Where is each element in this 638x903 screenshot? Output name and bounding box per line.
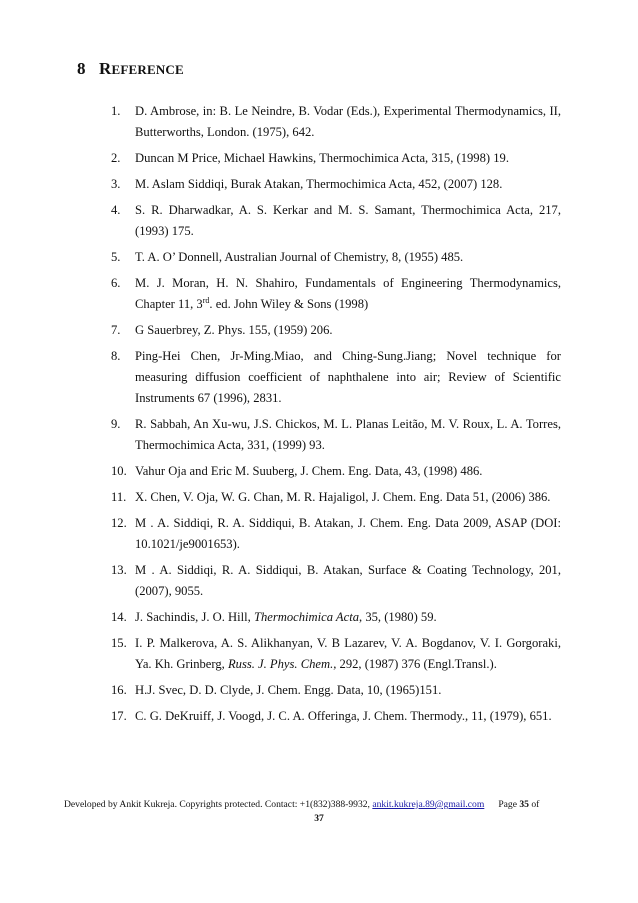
reference-number: 2.	[111, 151, 121, 165]
reference-text: M . A. Siddiqi, R. A. Siddiqui, B. Atakan, Surface & Coating Technology, 201, (2007), 9055.	[135, 563, 561, 598]
reference-number: 9.	[111, 417, 121, 431]
reference-item	[111, 148, 561, 169]
reference-number: 5.	[111, 250, 121, 264]
reference-item	[111, 320, 561, 341]
footer-page-current: 35	[519, 799, 529, 810]
reference-text: Ping-Hei Chen, Jr-Ming.Miao, and Ching-Sung.Jiang; Novel technique for measuring diffusion coefficient of naphthalene into air; Review of Scientific Instruments 67 (1996), 2831.	[135, 349, 561, 405]
reference-item	[111, 101, 561, 143]
reference-text: M. Aslam Siddiqi, Burak Atakan, Thermochimica Acta, 452, (2007) 128.	[135, 177, 503, 191]
reference-text: Vahur Oja and Eric M. Suuberg, J. Chem. Eng. Data, 43, (1998) 486.	[135, 464, 483, 478]
reference-number: 1.	[111, 104, 121, 118]
reference-item	[111, 414, 561, 456]
reference-text: M . A. Siddiqi, R. A. Siddiqui, B. Atakan, J. Chem. Eng. Data 2009, ASAP (DOI: 10.1021/je9001653).	[135, 516, 561, 551]
reference-text: H.J. Svec, D. D. Clyde, J. Chem. Engg. Data, 10, (1965)151.	[135, 683, 442, 697]
reference-text: C. G. DeKruiff, J. Voogd, J. C. A. Offeringa, J. Chem. Thermody., 11, (1979), 651.	[135, 709, 552, 723]
reference-list	[111, 101, 561, 732]
reference-text: X. Chen, V. Oja, W. G. Chan, M. R. Hajaligol, J. Chem. Eng. Data 51, (2006) 386.	[135, 490, 551, 504]
reference-number: 16.	[111, 683, 127, 697]
reference-text: D. Ambrose, in: B. Le Neindre, B. Vodar (Eds.), Experimental Thermodynamics, II, Butterworths, London. (1975), 642.	[135, 104, 561, 139]
reference-item	[111, 247, 561, 268]
page-footer	[64, 798, 574, 826]
reference-item	[111, 633, 561, 675]
reference-text-continued: 292, (1987) 376 (Engl.Transl.).	[336, 657, 497, 671]
reference-text: Duncan M Price, Michael Hawkins, Thermochimica Acta, 315, (1998) 19.	[135, 151, 509, 165]
reference-number: 3.	[111, 177, 121, 191]
reference-number: 6.	[111, 276, 121, 290]
reference-item	[111, 273, 561, 315]
reference-text-continued: . ed. John Wiley & Sons (1998)	[209, 297, 369, 311]
reference-number: 7.	[111, 323, 121, 337]
reference-item	[111, 706, 561, 727]
reference-item	[111, 200, 561, 242]
reference-number: 11.	[111, 490, 127, 504]
reference-item	[111, 461, 561, 482]
reference-item	[111, 513, 561, 555]
reference-number: 4.	[111, 203, 121, 217]
reference-text: R. Sabbah, An Xu-wu, J.S. Chickos, M. L. Planas Leitão, M. V. Roux, L. A. Torres, Thermochimica Acta, 331, (1999) 93.	[135, 417, 561, 452]
reference-text: S. R. Dharwadkar, A. S. Kerkar and M. S. Samant, Thermochimica Acta, 217, (1993) 175.	[135, 203, 561, 238]
reference-number: 13.	[111, 563, 127, 577]
reference-superscript: rd	[202, 296, 210, 305]
reference-text: T. A. O’ Donnell, Australian Journal of Chemistry, 8, (1955) 485.	[135, 250, 464, 264]
reference-text: I. P. Malkerova, A. S. Alikhanyan, V. B Lazarev, V. A. Bogdanov, V. I. Gorgoraki, Ya. Kh. Grinberg,	[135, 636, 561, 671]
reference-item	[111, 346, 561, 409]
reference-item	[111, 487, 561, 508]
section-title-rest: EFERENCE	[111, 62, 184, 77]
reference-text: M. J. Moran, H. N. Shahiro, Fundamentals of Engineering Thermodynamics, Chapter 11, 3	[135, 276, 561, 311]
reference-number: 8.	[111, 349, 121, 363]
reference-text: J. Sachindis, J. O. Hill,	[135, 610, 254, 624]
section-number: 8	[77, 59, 86, 78]
footer-credit: Developed by Ankit Kukreja. Copyrights protected. Contact: +1(832)388-9932,	[64, 799, 373, 810]
reference-journal-italic: Thermochimica Acta	[253, 610, 360, 624]
reference-journal-italic: Russ. J. Phys. Chem.,	[227, 657, 337, 671]
reference-number: 12.	[111, 516, 127, 530]
reference-text: G Sauerbrey, Z. Phys. 155, (1959) 206.	[135, 323, 333, 337]
reference-number: 15.	[111, 636, 127, 650]
footer-page-total: 37	[314, 813, 324, 824]
footer-page-of: of	[531, 799, 540, 810]
footer-page-label: Page	[498, 799, 517, 810]
reference-item	[111, 560, 561, 602]
reference-item	[111, 607, 561, 628]
reference-number: 17.	[111, 709, 127, 723]
reference-number: 10.	[111, 464, 127, 478]
footer-email-link[interactable]: ankit.kukreja.89@gmail.com	[372, 799, 485, 810]
reference-number: 14.	[111, 610, 127, 624]
reference-text-continued: , 35, (1980) 59.	[359, 610, 437, 624]
reference-item	[111, 680, 561, 701]
footer-line	[64, 798, 574, 812]
section-heading	[77, 59, 184, 79]
reference-item	[111, 174, 561, 195]
section-title-initial: R	[99, 59, 112, 78]
